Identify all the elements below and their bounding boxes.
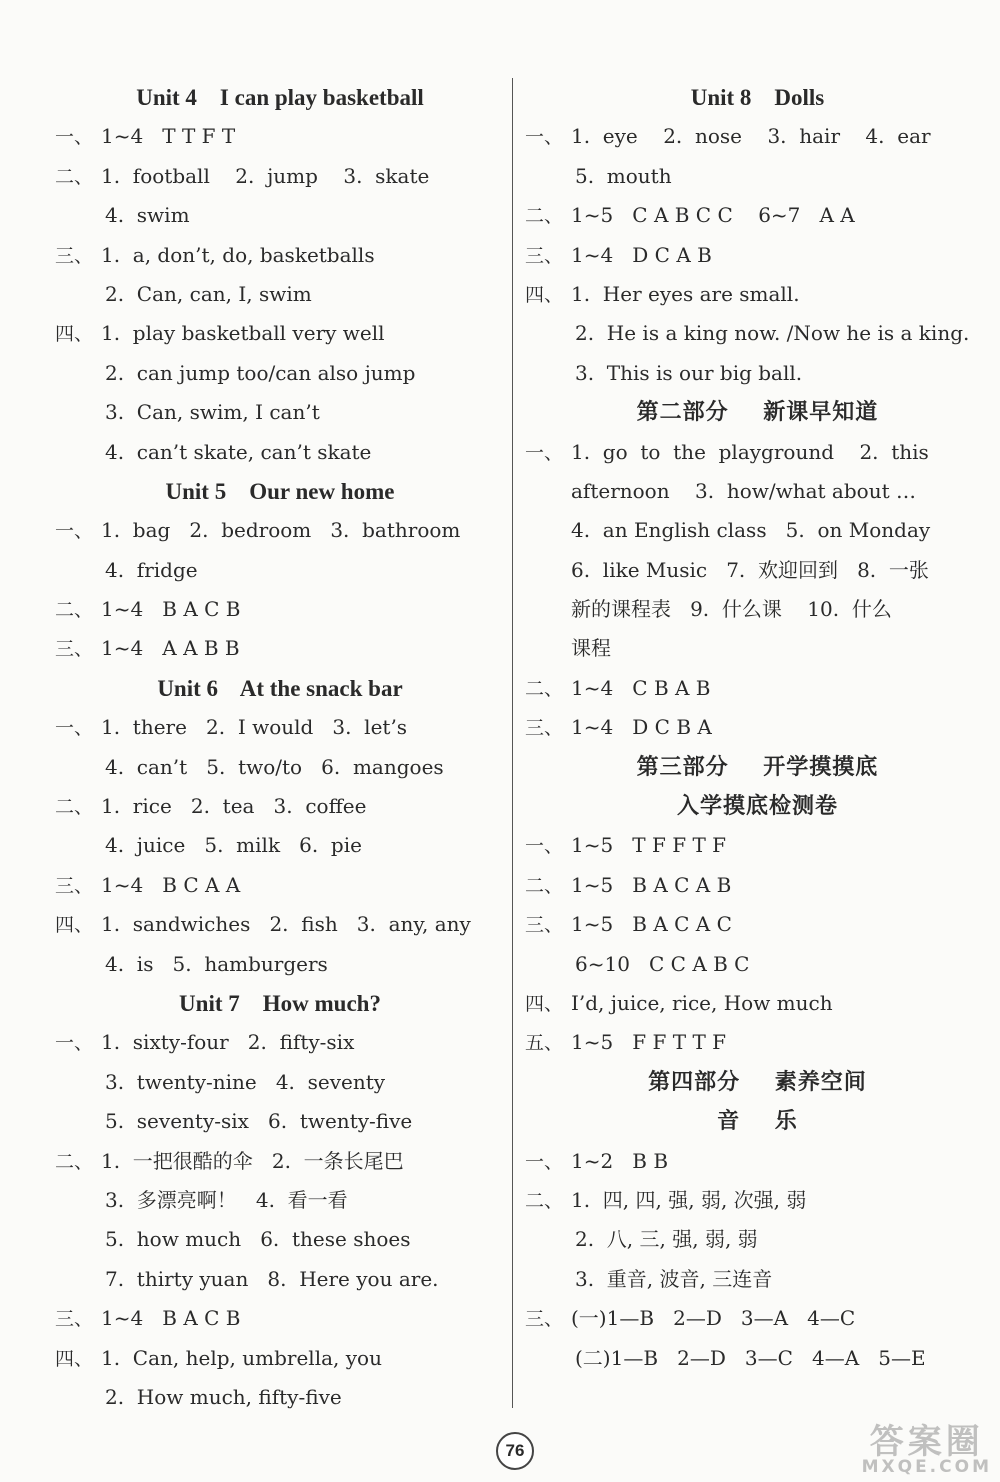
answer-continuation: 6~10 C C A B C [575, 951, 750, 976]
answer-text: 1. a, don’t, do, basketballs [101, 242, 375, 267]
question-number: 三、 [525, 717, 564, 740]
answer-text: 1~4 D C A B [571, 242, 712, 267]
right-answer-column [525, 78, 990, 1378]
answer-line [55, 157, 505, 196]
answer-text: 1~5 F F T T F [571, 1030, 727, 1055]
answer-continuation: (二)1—B 2—D 3—C 4—A 5—E [575, 1345, 926, 1370]
question-number: 二、 [525, 205, 564, 228]
answer-text: 1~4 T T F T [101, 124, 236, 149]
answer-text: I’d, juice, rice, How much [571, 990, 833, 1015]
answer-text: 1. 四, 四, 强, 弱, 次强, 弱 [571, 1187, 807, 1212]
question-number: 二、 [55, 1150, 94, 1173]
section-heading: 音 乐 [717, 1109, 798, 1135]
question-number: 一、 [55, 1032, 94, 1055]
question-number: 四、 [525, 283, 564, 306]
answer-line [55, 905, 505, 944]
answer-text: 1. go to the playground 2. this [571, 439, 929, 464]
section-heading: 入学摸底检测卷 [676, 794, 838, 820]
question-number: 三、 [525, 244, 564, 267]
answer-text: 1~4 A A B B [101, 636, 240, 661]
question-number: 三、 [55, 244, 94, 267]
answer-line [525, 196, 990, 235]
section-heading: Unit 5 Our new home [165, 478, 395, 504]
answer-line [525, 669, 990, 708]
answer-text: 1~4 B A C B [101, 1306, 241, 1331]
section-heading: 第三部分 开学摸摸底 [636, 754, 879, 780]
answer-continuation: 新的课程表 9. 什么课 10. 什么 [571, 597, 892, 622]
answer-line [55, 1299, 505, 1338]
answer-line [55, 1339, 505, 1378]
question-number: 二、 [55, 796, 94, 819]
section-heading: Unit 8 Dolls [690, 85, 825, 110]
answer-continuation: 2. He is a king now. /Now he is a king. [575, 321, 970, 346]
answer-continuation: afternoon 3. how/what about … [571, 478, 916, 503]
answer-continuation: 5. seventy-six 6. twenty-five [105, 1109, 413, 1134]
question-number: 三、 [525, 914, 564, 937]
answer-text: 1~4 B C A A [101, 872, 241, 897]
question-number: 一、 [525, 126, 564, 149]
question-number: 一、 [55, 126, 94, 149]
answer-text: 1. Her eyes are small. [571, 281, 800, 306]
answer-text: 1~2 B B [571, 1148, 669, 1173]
question-number: 三、 [55, 638, 94, 661]
answer-text: 1~5 B A C A C [571, 912, 732, 937]
answer-text: 1. 一把很酷的伞 2. 一条长尾巴 [101, 1148, 404, 1173]
answer-continuation: 4. swim [105, 203, 190, 228]
column-divider [512, 78, 513, 1408]
answer-line [525, 984, 990, 1023]
answer-line [525, 708, 990, 747]
question-number: 一、 [55, 717, 94, 740]
answer-text: 1. there 2. I would 3. let’s [101, 715, 408, 740]
answer-continuation: 4. fridge [105, 557, 198, 582]
watermark-main: 答案圈 [869, 1422, 984, 1462]
answer-continuation: 3. twenty-nine 4. seventy [105, 1069, 386, 1094]
answer-continuation: 5. how much 6. these shoes [105, 1227, 411, 1252]
question-number: 四、 [525, 992, 564, 1015]
answer-continuation: 5. mouth [575, 163, 672, 188]
answer-text: 1. bag 2. bedroom 3. bathroom [101, 518, 461, 543]
watermark-logo [861, 1422, 992, 1477]
answer-continuation: 6. like Music 7. 欢迎回到 8. 一张 [571, 557, 929, 582]
answer-text: 1~5 C A B C C 6~7 A A [571, 203, 855, 228]
answer-continuation: 3. Can, swim, I can’t [105, 400, 320, 425]
section-heading: 第四部分 素养空间 [648, 1069, 867, 1095]
answer-text: 1~4 B A C B [101, 597, 241, 622]
answer-line [525, 1142, 990, 1181]
question-number: 二、 [525, 1189, 564, 1212]
answer-continuation: 2. can jump too/can also jump [105, 360, 416, 385]
section-heading: 第二部分 新课早知道 [636, 400, 879, 426]
answer-continuation: 2. How much, fifty-five [105, 1384, 342, 1409]
answer-line [525, 275, 990, 314]
answer-text: (一)1—B 2—D 3—A 4—C [571, 1306, 856, 1331]
question-number: 一、 [525, 441, 564, 464]
answer-line [55, 1142, 505, 1181]
answer-text: 1~4 C B A B [571, 675, 711, 700]
watermark-sub: MXQE.COM [861, 1457, 992, 1477]
answer-text: 1~4 D C B A [571, 715, 712, 740]
answer-text: 1. play basketball very well [101, 321, 385, 346]
question-number: 一、 [55, 520, 94, 543]
answer-continuation: 3. 重音, 波音, 三连音 [575, 1266, 773, 1291]
answer-continuation: 2. Can, can, I, swim [105, 281, 312, 306]
question-number: 一、 [525, 835, 564, 858]
answer-line [55, 511, 505, 550]
answer-continuation: 4. an English class 5. on Monday [571, 518, 931, 543]
answer-line [525, 117, 990, 156]
answer-continuation: 4. can’t 5. two/to 6. mangoes [105, 754, 444, 779]
answer-line [525, 1023, 990, 1062]
answer-text: 1. eye 2. nose 3. hair 4. ear [571, 124, 931, 149]
section-heading: Unit 4 I can play basketball [136, 85, 424, 110]
question-number: 一、 [525, 1150, 564, 1173]
answer-text: 1. sixty-four 2. fifty-six [101, 1030, 355, 1055]
answer-line [525, 1181, 990, 1220]
answer-continuation: 3. 多漂亮啊！ 4. 看一看 [105, 1187, 348, 1212]
question-number: 五、 [525, 1032, 564, 1055]
answer-line [55, 314, 505, 353]
answer-line [525, 433, 990, 472]
answer-line [55, 708, 505, 747]
left-answer-column [55, 78, 505, 1417]
answer-continuation: 4. can’t skate, can’t skate [105, 439, 372, 464]
answer-text: 1. football 2. jump 3. skate [101, 163, 430, 188]
answer-line [55, 236, 505, 275]
answer-line [55, 1023, 505, 1062]
question-number: 三、 [525, 1308, 564, 1331]
answer-line [55, 787, 505, 826]
answer-continuation: 4. juice 5. milk 6. pie [105, 833, 362, 858]
question-number: 二、 [55, 599, 94, 622]
question-number: 四、 [55, 323, 94, 346]
answer-line [525, 905, 990, 944]
answer-text: 1. Can, help, umbrella, you [101, 1345, 382, 1370]
section-heading: Unit 6 At the snack bar [157, 675, 403, 701]
answer-line [525, 1299, 990, 1338]
question-number: 二、 [525, 677, 564, 700]
question-number: 四、 [55, 914, 94, 937]
answer-text: 1. sandwiches 2. fish 3. any, any [101, 912, 471, 937]
question-number: 四、 [55, 1347, 94, 1370]
answer-continuation: 2. 八, 三, 强, 弱, 弱 [575, 1227, 758, 1252]
answer-line [525, 866, 990, 905]
answer-text: 1~5 T F F T F [571, 833, 727, 858]
answer-text: 1~5 B A C A B [571, 872, 732, 897]
question-number: 二、 [525, 874, 564, 897]
question-number: 二、 [55, 165, 94, 188]
answer-line [525, 236, 990, 275]
answer-continuation: 7. thirty yuan 8. Here you are. [105, 1266, 439, 1291]
answer-text: 1. rice 2. tea 3. coffee [101, 794, 367, 819]
question-number: 三、 [55, 874, 94, 897]
answer-continuation: 4. is 5. hamburgers [105, 951, 328, 976]
answer-line [55, 117, 505, 156]
answer-continuation: 3. This is our big ball. [575, 360, 803, 385]
page-number: 76 [496, 1432, 534, 1470]
section-heading: Unit 7 How much? [179, 990, 381, 1016]
answer-line [55, 590, 505, 629]
answer-continuation: 课程 [571, 636, 611, 661]
answer-line [525, 826, 990, 865]
answer-line [55, 866, 505, 905]
question-number: 三、 [55, 1308, 94, 1331]
answer-line [55, 629, 505, 668]
